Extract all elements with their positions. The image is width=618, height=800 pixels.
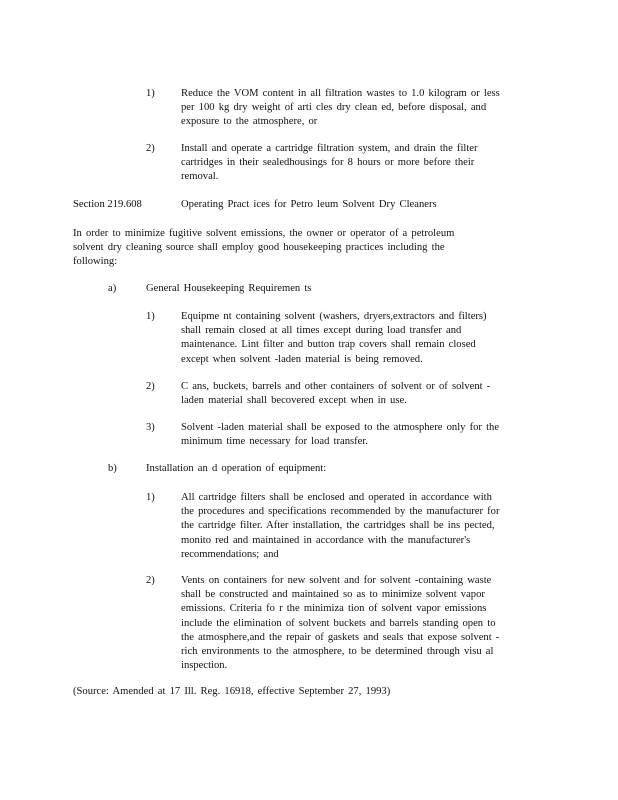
- paragraph: Reduce the VOM content in all filtration wastes to 1.0 kilogram or less per 100 kg dry weight of arti cles dry clean ed, before disposal, and exposure to the atmosphere, or: [181, 88, 500, 128]
- item-number: 2): [146, 381, 155, 392]
- item-number: 1): [146, 88, 155, 99]
- subsection-label: a): [108, 283, 117, 294]
- paragraph: Vents on containers for new solvent and for solvent -containing waste shall be constructed and maintained so as to minimize solvent vapor emissions. Criteria fo r the minimiza tion of solvent vapor emissions include the elimination of solvent buckets and barrels standing open to the atmosphere,and the repair of gaskets and seals that expose solvent -rich environments to the atmosphere, to be determined through visu al inspection.: [181, 575, 500, 672]
- paragraph: Equipme nt containing solvent (washers, dryers,extractors and filters) shall remain closed at all times except during load transfer and maintenance. Lint filter and button trap covers shall remain closed except when solvent -laden material is being removed.: [181, 311, 487, 365]
- subsection-title: General Housekeeping Requiremen ts: [146, 283, 312, 294]
- subsection-label: b): [108, 463, 117, 474]
- section-number: Section 219.608: [73, 199, 142, 210]
- intro-paragraph: In order to minimize fugitive solvent emissions, the owner or operator of a petroleum solvent dry cleaning source shall employ good housekeeping practices including the following:: [73, 228, 455, 268]
- paragraph: Solvent -laden material shall be exposed to the atmosphere only for the minimum time necessary for load transfer.: [181, 422, 500, 448]
- item-number: 3): [146, 422, 155, 433]
- item-number: 2): [146, 575, 155, 586]
- item-number: 1): [146, 311, 155, 322]
- paragraph: All cartridge filters shall be enclosed and operated in accordance with the procedures and specifications recommended by the manufacturer for the cartridge filter. After installation, the cartridges shall be ins pected, monito red and maintained in accordance with the manufacturer's recommendations; and: [181, 492, 500, 560]
- source-note: (Source: Amended at 17 Ill. Reg. 16918, effective September 27, 1993): [73, 686, 391, 697]
- item-number: 2): [146, 143, 155, 154]
- item-number: 1): [146, 492, 155, 503]
- subsection-title: Installation an d operation of equipment:: [146, 463, 327, 474]
- paragraph: C ans, buckets, barrels and other containers of solvent or of solvent - laden material shall becovered except when in use.: [181, 381, 491, 407]
- paragraph: Install and operate a cartridge filtration system, and drain the filter cartridges in their sealedhousings for 8 hours or more before their removal.: [181, 143, 478, 183]
- section-title: Operating Pract ices for Petro leum Solvent Dry Cleaners: [181, 199, 437, 210]
